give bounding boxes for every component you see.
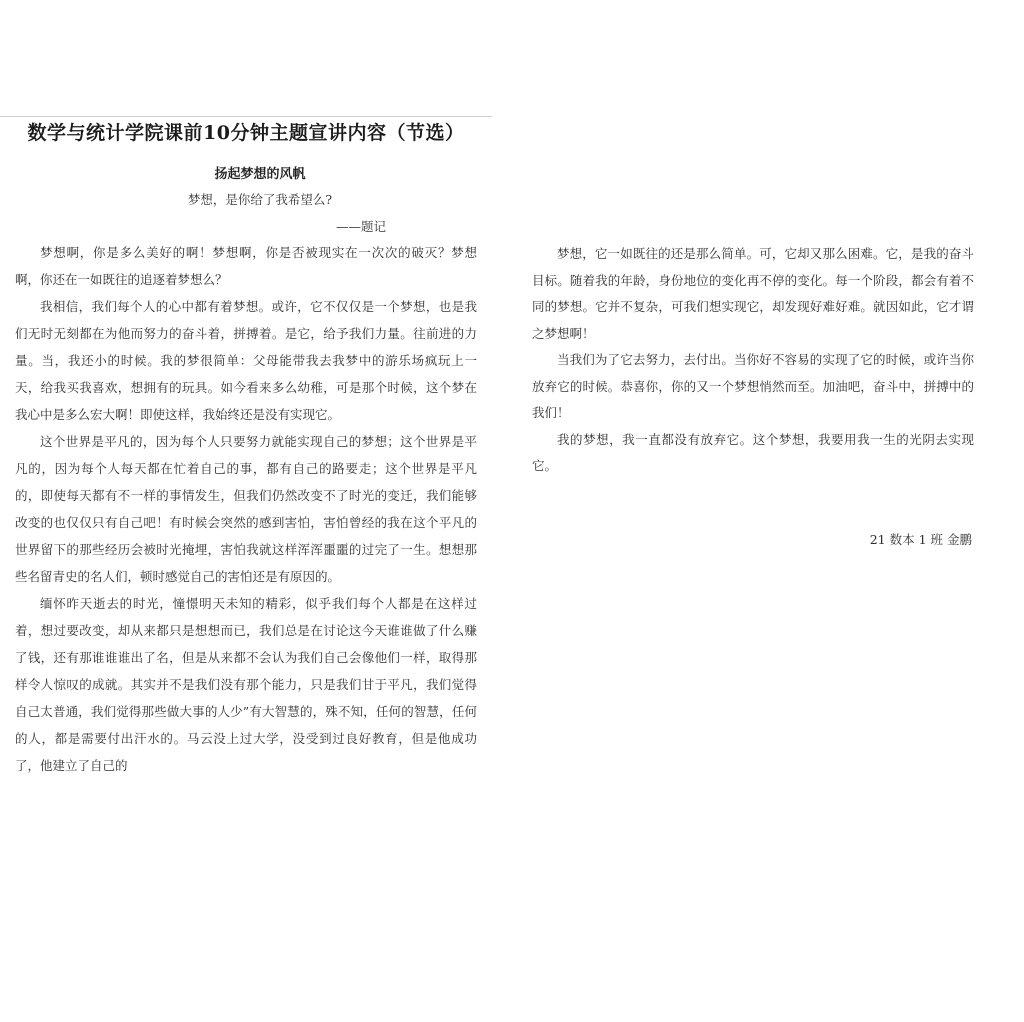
epigraph: 梦想，是你给了我希望么? <box>187 192 333 207</box>
paragraph: 梦想，它一如既往的还是那么简单。可，它却又那么困难。它，是我的奋斗目标。随着我的年龄，身份地位的变化再不停的变化。每一个阶段，都会有着不同的梦想。它并不复杂，可我们想实现它，却发现好难好难。就因如此，它才谓之梦想啊！ <box>532 246 974 341</box>
paragraph: 我相信，我们每个人的心中都有着梦想。或许，它不仅仅是一个梦想，也是我们无时无刻都在为他而努力的奋斗着，拼搏着。是它，给予我们力量。往前进的力量。当，我还小的时候。我的梦很简单：父母能带我去我梦中的游乐场疯玩上一天，给我买我喜欢，想拥有的玩具。如今看来多么幼稚，可是那个时候，这个梦在我心中是多么宏大啊！即使这样，我始终还是没有实现它。 <box>15 299 477 422</box>
document-title: 数学与统计学院课前10分钟主题宣讲内容（节选） <box>27 122 465 144</box>
paragraph: 这个世界是平凡的，因为每个人只要努力就能实现自己的梦想；这个世界是平凡的，因为每个人每天都在忙着自己的事，都有自己的路要走；这个世界是平凡的，即使每天都有不一样的事情发生，但我们仍然改变不了时光的变迁，我们能够改变的也仅仅只有自己吧！有时候会突然的感到害怕，害怕曾经的我在这个平凡的世界留下的那些经历会被时光掩埋，害怕我就这样浑浑噩噩的过完了一生。想想那些名留青史的名人们，顿时感觉自己的害怕还是有原因的。 <box>15 434 477 584</box>
right-column <box>532 241 974 480</box>
paragraph: 缅怀昨天逝去的时光，憧憬明天未知的精彩，似乎我们每个人都是在这样过着，想过要改变，却从来都只是想想而已，我们总是在讨论这今天谁谁做了什么赚了钱，还有那谁谁谁出了名，但是从来都不会认为我们自己会像他们一样，取得那样令人惊叹的成就。其实并不是我们没有那个能力，只是我们甘于平凡，我们觉得自己太普通，我们觉得那些做大事的人少”有大智慧的，殊不知，任何的智慧，任何的人，都是需要付出汗水的。马云没上过大学，没受到过良好教育，但是他成功了，他建立了自己的 <box>15 596 477 773</box>
essay-title: 扬起梦想的风帆 <box>214 167 306 182</box>
author-signature: 21 数本 1 班 金鹏 <box>869 532 972 547</box>
left-column <box>15 239 477 779</box>
paragraph: 梦想啊，你是多么美好的啊！梦想啊，你是否被现实在一次次的破灭？梦想啊，你还在一如既往的追逐着梦想么？ <box>15 245 477 287</box>
paragraph: 当我们为了它去努力，去付出。当你好不容易的实现了它的时候，或许当你放弃它的时候。恭喜你，你的又一个梦想悄然而至。加油吧，奋斗中，拼搏中的我们！ <box>532 352 974 420</box>
epigraph-source: ——题记 <box>336 219 387 234</box>
header-divider <box>0 116 492 117</box>
paragraph: 我的梦想，我一直都没有放弃它。这个梦想，我要用我一生的光阴去实现它。 <box>532 431 974 473</box>
